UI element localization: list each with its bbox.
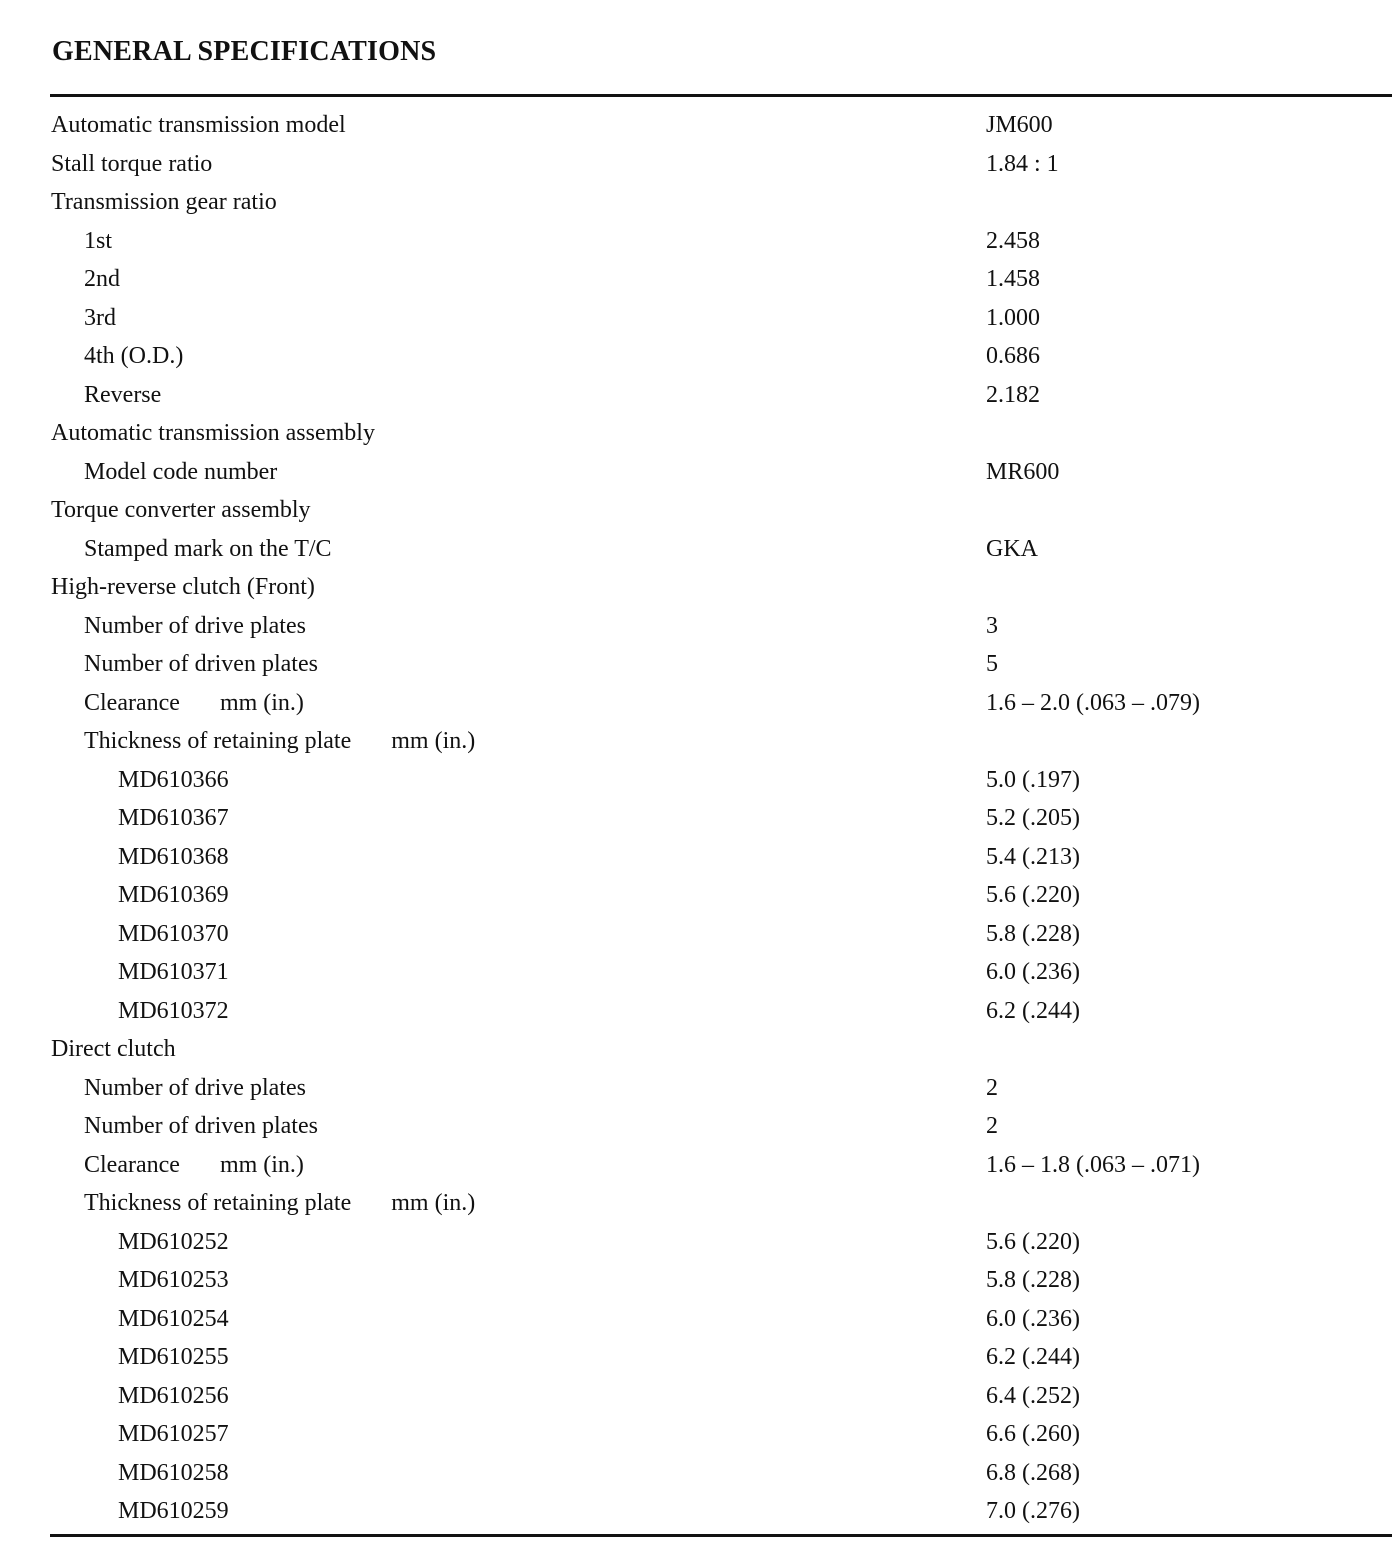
table-row	[0, 645, 1392, 684]
spec-label	[84, 1069, 306, 1108]
spec-unit: mm (in.)	[391, 728, 476, 754]
spec-table	[0, 106, 1392, 1531]
spec-label-text: Clearance	[84, 1151, 180, 1178]
table-row	[0, 491, 1392, 530]
spec-label-text: 2nd	[84, 266, 120, 292]
spec-value: 6.2 (.244)	[986, 997, 1080, 1024]
spec-label-text: 3rd	[84, 304, 116, 331]
spec-label	[84, 260, 120, 299]
table-row	[0, 1261, 1392, 1300]
spec-label	[84, 1184, 475, 1223]
spec-label-text: MD610366	[118, 766, 229, 793]
spec-value: 5.2 (.205)	[986, 805, 1080, 831]
spec-label-text: Number of driven plates	[84, 651, 318, 677]
spec-label	[118, 1492, 229, 1531]
spec-label-text: Torque converter assembly	[51, 497, 311, 523]
spec-label	[84, 222, 112, 261]
spec-value: 6.8 (.268)	[986, 1459, 1080, 1486]
spec-label	[84, 337, 183, 376]
spec-value: MR600	[986, 458, 1060, 485]
spec-label	[51, 106, 346, 145]
spec-value: 5.6 (.220)	[986, 1228, 1080, 1255]
spec-label-text: Transmission gear ratio	[51, 189, 277, 215]
spec-label-text: Stamped mark on the T/C	[84, 535, 332, 562]
table-row	[0, 1415, 1392, 1454]
spec-label-text: Thickness of retaining plate	[84, 728, 352, 754]
table-row	[0, 607, 1392, 646]
spec-label-text: Model code number	[84, 458, 278, 485]
spec-value: 2	[986, 1113, 998, 1139]
table-row	[0, 453, 1392, 492]
spec-label-text: MD610368	[118, 843, 229, 870]
spec-unit: mm (in.)	[391, 1190, 476, 1216]
spec-label-text: MD610257	[118, 1421, 229, 1447]
spec-label	[118, 992, 229, 1031]
table-row	[0, 337, 1392, 376]
spec-label-text: MD610258	[118, 1459, 229, 1486]
spec-label	[118, 1261, 229, 1300]
spec-label	[84, 453, 277, 492]
table-row	[0, 299, 1392, 338]
spec-label	[118, 799, 229, 838]
spec-label-text: MD610367	[118, 805, 229, 831]
spec-label-text: Thickness of retaining plate	[84, 1190, 352, 1216]
spec-label	[84, 299, 116, 338]
spec-label	[84, 722, 475, 761]
table-row	[0, 414, 1392, 453]
table-row	[0, 1377, 1392, 1416]
spec-value: 5.6 (.220)	[986, 882, 1080, 908]
top-rule	[50, 94, 1392, 97]
spec-value: 6.6 (.260)	[986, 1421, 1080, 1447]
table-row	[0, 1184, 1392, 1223]
table-row	[0, 1107, 1392, 1146]
spec-label-text: MD610256	[118, 1382, 229, 1409]
spec-label-text: Number of drive plates	[84, 1074, 306, 1101]
spec-label-text: Number of drive plates	[84, 612, 306, 639]
spec-label	[84, 607, 306, 646]
table-row	[0, 722, 1392, 761]
table-row	[0, 260, 1392, 299]
spec-label	[51, 568, 315, 607]
page-title: GENERAL SPECIFICATIONS	[52, 36, 437, 67]
spec-label	[118, 915, 229, 954]
spec-label	[84, 1146, 304, 1185]
spec-value: 1.458	[986, 266, 1040, 292]
spec-value: 1.000	[986, 304, 1040, 331]
spec-label	[84, 1107, 318, 1146]
spec-label-text: Clearance	[84, 689, 180, 716]
spec-value: 6.0 (.236)	[986, 1305, 1080, 1332]
spec-label	[51, 414, 375, 453]
spec-value: 6.4 (.252)	[986, 1382, 1080, 1409]
spec-value: 1.84 : 1	[986, 150, 1059, 177]
spec-label	[118, 1338, 229, 1377]
spec-label-text: Direct clutch	[51, 1036, 176, 1062]
spec-label	[118, 1300, 229, 1339]
spec-label	[51, 491, 311, 530]
spec-label	[118, 761, 229, 800]
spec-label-text: MD610370	[118, 920, 229, 947]
spec-label	[118, 1377, 229, 1416]
spec-value: 7.0 (.276)	[986, 1498, 1080, 1524]
spec-label	[51, 183, 277, 222]
spec-value: 5.4 (.213)	[986, 843, 1080, 870]
spec-label	[118, 838, 229, 877]
spec-unit: mm (in.)	[219, 1151, 304, 1178]
table-row	[0, 106, 1392, 145]
spec-value: 2.458	[986, 227, 1040, 254]
spec-label	[118, 1223, 229, 1262]
table-row	[0, 376, 1392, 415]
table-row	[0, 1223, 1392, 1262]
spec-label-text: High-reverse clutch (Front)	[51, 574, 315, 600]
spec-label-text: Number of driven plates	[84, 1113, 318, 1139]
spec-label-text: Stall torque ratio	[51, 150, 213, 177]
spec-label-text: MD610253	[118, 1267, 229, 1293]
table-row	[0, 838, 1392, 877]
spec-label-text: Automatic transmission model	[51, 112, 346, 138]
spec-value: 2	[986, 1074, 998, 1101]
table-row	[0, 145, 1392, 184]
spec-unit: mm (in.)	[219, 689, 304, 716]
table-row	[0, 1069, 1392, 1108]
table-row	[0, 1300, 1392, 1339]
spec-label-text: MD610372	[118, 997, 229, 1024]
spec-value: 6.2 (.244)	[986, 1344, 1080, 1370]
spec-label	[51, 145, 212, 184]
spec-label-text: Reverse	[84, 381, 162, 408]
table-row	[0, 761, 1392, 800]
spec-label	[118, 953, 229, 992]
spec-value: 5.8 (.228)	[986, 1267, 1080, 1293]
table-row	[0, 1492, 1392, 1531]
table-row	[0, 684, 1392, 723]
spec-value: GKA	[986, 535, 1038, 562]
spec-label-text: MD610259	[118, 1498, 229, 1524]
spec-label	[84, 645, 318, 684]
bottom-rule	[50, 1534, 1392, 1537]
table-row	[0, 183, 1392, 222]
spec-label	[118, 1454, 229, 1493]
spec-label-text: MD610371	[118, 959, 229, 985]
spec-value: 5.8 (.228)	[986, 920, 1080, 947]
spec-value: 0.686	[986, 343, 1040, 369]
table-row	[0, 568, 1392, 607]
spec-label-text: MD610254	[118, 1305, 229, 1332]
table-row	[0, 1454, 1392, 1493]
spec-label-text: 4th (O.D.)	[84, 343, 184, 369]
spec-label	[118, 876, 229, 915]
table-row	[0, 953, 1392, 992]
table-row	[0, 799, 1392, 838]
spec-value: 6.0 (.236)	[986, 959, 1080, 985]
spec-label	[118, 1415, 229, 1454]
spec-value: 1.6 – 2.0 (.063 – .079)	[986, 689, 1200, 716]
table-row	[0, 1146, 1392, 1185]
table-row	[0, 1030, 1392, 1069]
spec-label-text: MD610369	[118, 882, 229, 908]
spec-label	[84, 684, 304, 723]
spec-label-text: MD610255	[118, 1344, 229, 1370]
spec-label	[84, 376, 161, 415]
spec-label-text: 1st	[84, 227, 113, 254]
spec-label-text: Automatic transmission assembly	[51, 420, 375, 446]
spec-value: 1.6 – 1.8 (.063 – .071)	[986, 1151, 1200, 1178]
spec-value: 2.182	[986, 381, 1040, 408]
spec-value: 5.0 (.197)	[986, 766, 1080, 793]
table-row	[0, 915, 1392, 954]
table-row	[0, 1338, 1392, 1377]
spec-value: 5	[986, 651, 998, 677]
spec-value: 3	[986, 612, 998, 639]
table-row	[0, 222, 1392, 261]
table-row	[0, 876, 1392, 915]
spec-value: JM600	[986, 112, 1053, 138]
table-row	[0, 992, 1392, 1031]
spec-label-text: MD610252	[118, 1228, 229, 1255]
table-row	[0, 530, 1392, 569]
spec-label	[51, 1030, 176, 1069]
spec-label	[84, 530, 332, 569]
